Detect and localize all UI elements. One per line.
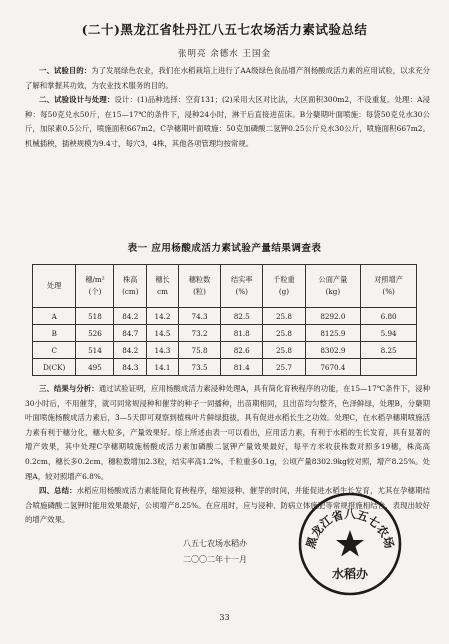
section-1-heading: 一、试验目的： <box>39 66 92 75</box>
page-number: 33 <box>219 613 230 622</box>
table-header-cell: 株高 (cm) <box>114 265 147 308</box>
table-cell: 82.5 <box>221 308 263 325</box>
table-cell: 14.3 <box>147 342 179 359</box>
section-2-paragraph <box>25 93 430 151</box>
table-header-cell: 公面产量 (kg) <box>305 265 361 308</box>
table-header-cell: 穗/m² (个) <box>76 265 114 308</box>
table-cell: 8.25 <box>361 342 417 359</box>
section-3-paragraph <box>25 382 430 484</box>
table-cell: 8292.0 <box>305 308 361 325</box>
table-cell: 25.8 <box>263 325 305 342</box>
official-seal <box>298 492 402 596</box>
table-row <box>33 342 417 359</box>
signature-date: 二〇〇二年十一月 <box>183 555 247 564</box>
seal-arc-text: 黑龙江省八五七农场 <box>303 507 397 551</box>
table-cell: 495 <box>76 359 114 376</box>
signature-org: 八五七农场水稻办 <box>183 539 247 548</box>
table-cell: 73.2 <box>178 325 220 342</box>
table-cell: 14.5 <box>147 325 179 342</box>
document-title: (二十)黑龙江省牡丹江八五七农场活力素试验总结 <box>81 22 368 37</box>
table-header-cell: 对照增产 (%) <box>361 265 417 308</box>
table-cell: 84.7 <box>114 325 147 342</box>
table-header-cell: 穗长 cm <box>147 265 179 308</box>
table-cell: 74.3 <box>178 308 220 325</box>
seal-bottom-text: 水稻办 <box>331 567 369 581</box>
section-1-paragraph <box>25 64 430 93</box>
table-header-cell: 结实率 (%) <box>221 265 263 308</box>
table-cell <box>361 359 417 376</box>
section-2-heading: 二、试验设计与处理： <box>39 95 115 105</box>
table-cell: 73.5 <box>178 359 220 376</box>
table-cell: 25.7 <box>263 359 305 376</box>
table-row <box>33 325 417 342</box>
section-1-text: 为了发展绿色农业，我们在水稻栽培上进行了AA级绿色食品增产剂杨酸成活力素的应用试验，以求充分了解和掌握其功效，为农业技术服务的目的。 <box>25 66 430 90</box>
star-icon <box>336 530 364 557</box>
table-cell: 518 <box>76 308 114 325</box>
table-header-cell: 穗粒数 (粒) <box>178 265 220 308</box>
table-cell: 8302.9 <box>305 342 361 359</box>
table-header-row <box>33 265 417 308</box>
section-2-text: 设计：(1)品种选择：空育131；(2)采用大区对比法，大区面积300m2，不设重复。处理：A浸种：每50克兑水50斤，在15—17℃的条件下，浸种24小时，淋干后直接进苗床。B分蘖期叶面喷施：每袋50克兑水30公斤，加尿素0.5公斤，喷施面积667m2。C孕穗期叶面喷施：50克加磷酸二氢钾0.25公斤兑水30公斤，喷施面积667m2。机械插秧，插秧规模为9.4寸，每穴3，4株，其他各项管理均按常规。 <box>25 95 430 148</box>
section-4-text: 水稻应用杨酸成活力素能简化育秧程序，缩短浸种、催芽的时间，并能促进水稻生长发育，尤其在孕穗期结合喷施磷酸二氢钾时能用效果最好，公顷增产8.25%。在应用时，应与浸种、防病立体施肥等常规措施相结合，表现出较好的增产效果。 <box>25 486 430 525</box>
table-body <box>33 308 417 376</box>
section-3-heading: 三、结果与分析： <box>39 384 99 393</box>
table-cell: 84.2 <box>114 308 147 325</box>
table-cell: 14.2 <box>147 308 179 325</box>
table-cell: 526 <box>76 325 114 342</box>
table-cell: 81.4 <box>221 359 263 376</box>
yield-table <box>32 264 417 376</box>
table-row <box>33 308 417 325</box>
table-cell: 6.80 <box>361 308 417 325</box>
table-cell: A <box>33 308 76 325</box>
table-cell: 514 <box>76 342 114 359</box>
table-header-cell: 处理 <box>33 265 76 308</box>
table-cell: 25.8 <box>263 342 305 359</box>
signature-block <box>145 536 285 568</box>
table-cell: 8125.9 <box>305 325 361 342</box>
table-cell: D(CK) <box>33 359 76 376</box>
table-cell: 25.8 <box>263 308 305 325</box>
section-4-heading: 四、总结： <box>39 486 77 496</box>
table-cell: B <box>33 325 76 342</box>
table-row <box>33 359 417 376</box>
table-cell: 5.94 <box>361 325 417 342</box>
authors: 张明亮 余德水 王国金 <box>178 49 271 59</box>
table-cell: 81.8 <box>221 325 263 342</box>
table-cell: 84.2 <box>114 342 147 359</box>
section-1-2 <box>25 64 430 152</box>
section-3-text: 通过试验证明，应用杨酸成活力素浸种处理A，具有简化育秧程序的功能，在15—17℃条件下，浸种30小时后，不用催芽，就可同常规浸种和催芽的种子一同播种，出苗期相同，且出苗均匀整齐，色泽鲜绿，处理B，分蘖期叶面喷施杨酸成活力素后，3—5天即可观察到植株叶片鲜绿挺拔，具有促进水稻长生之功效。处理C，在水稻孕穗期喷施活力素有利于穗分化，穗大粒多，产量效果好。综上所述由表一可以看出，应用活力素，有利于水稻的生长发育，具有显著的增产效果，其中处理C孕穗期喷施杨酸成活力素加磷酸二氢钾产量效果最好，每平方米收获株数对照多19穗，株高高0.2cm，穗长多0.2cm，穗粒数增加2.3粒，结实率高1.2%，千粒重多0.1g，公顷产量8302.9kg较对照，增产8.25%。处理A，较对照增产6.8%。 <box>25 384 430 481</box>
table-cell: 84.3 <box>114 359 147 376</box>
table-cell: C <box>33 342 76 359</box>
table-cell: 14.1 <box>147 359 179 376</box>
table-caption: 表一 应用杨酸成活力素试验产量结果调查表 <box>127 243 322 254</box>
table-cell: 82.6 <box>221 342 263 359</box>
table-header-cell: 千粒重 (g) <box>263 265 305 308</box>
table-cell: 75.8 <box>178 342 220 359</box>
table-cell: 7670.4 <box>305 359 361 376</box>
